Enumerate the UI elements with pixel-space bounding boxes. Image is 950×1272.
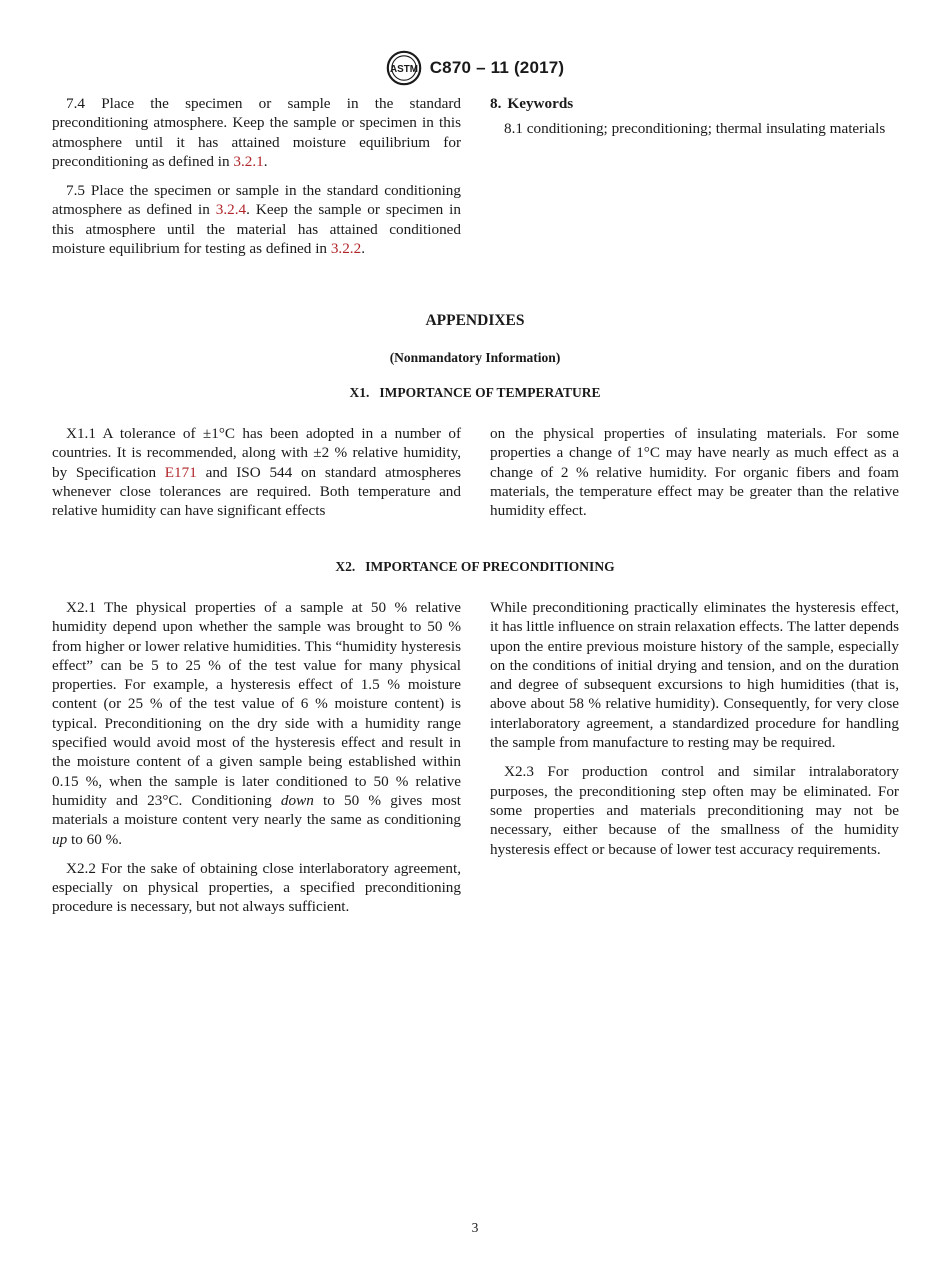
section-8-column <box>490 94 899 139</box>
standard-designation: C870 – 11 (2017) <box>429 58 565 77</box>
paragraph-8-1: 8.1 conditioning; preconditioning; thermal insulating materials <box>504 120 886 138</box>
logo-text: ASTM <box>389 64 418 76</box>
paragraph-7-5: 7.5 Place the specimen or sample in the standard conditioning atmosphere as defined in 3.2.4. Keep the sample or specimen in this atmosphere until the material has attained conditioned moisture equilibrium for testing as defined in 3.2.2. <box>52 182 461 258</box>
paragraph-x2-2-continued: While preconditioning practically eliminates the hysteresis effect, it has little influence on strain relaxation effects. The latter depends upon the entire previous moisture history of the sample, especially on the conditions of initial drying and tension, and on the duration and degree of subsequent excursions to high humidities (that is, above about 58 % relative humidity). Consequently, for very close interlaboratory agreement, a standardized procedure for handling the sample from manufacture to resting may be required. <box>490 599 899 752</box>
section-7-column <box>52 94 461 258</box>
paragraph-x1-1-continued: on the physical properties of insulating materials. For some properties a change of 1°C may have nearly as much effect as a change of 2 % relative humidity. For organic fibers and foam materials, the temperature effect may be greater than the relative humidity effect. <box>490 425 899 520</box>
ref-e171-link[interactable]: E171 <box>164 463 197 481</box>
paragraph-x2-1: X2.1 The physical properties of a sample at 50 % relative humidity depend upon whether the sample was brought to 50 % from higher or lower relative humidities. This “humidity hysteresis effect” can be 5 to 25 % of the test value for many physical properties. For example, a hysteresis effect of 1.5 % moisture content (or 25 % of the test value of 6 % moisture content) is typical. Preconditioning on the dry side with a humidity range specified would avoid most of the hysteresis effect and result in the moisture content of a given sample being established within 0.15 %, when the sample is later conditioned to 50 % relative humidity and 23°C. Conditioning down to 50 % gives most materials a moisture content very nearly the same as conditioning up to 60 %. <box>52 599 461 848</box>
x1-right-column <box>490 424 899 520</box>
paragraph-x2-2: X2.2 For the sake of obtaining close interlaboratory agreement, especially on physical properties, a specified preconditioning procedure is necessary, but not always sufficient. <box>52 859 461 916</box>
x2-heading: X2. IMPORTANCE OF PRECONDITIONING <box>335 559 615 574</box>
ref-3-2-1-link[interactable]: 3.2.1 <box>233 152 264 170</box>
page-header <box>0 50 950 86</box>
x1-heading: X1. IMPORTANCE OF TEMPERATURE <box>349 385 601 400</box>
nonmandatory-subtitle: (Nonmandatory Information) <box>389 350 561 365</box>
section-8-heading: 8. Keywords <box>490 95 574 112</box>
paragraph-x1-1: X1.1 A tolerance of ±1°C has been adopted in a number of countries. It is recommended, along with ±2 % relative humidity, by Specification E171 and ISO 544 on standard atmospheres whenever close tolerances are required. Both temperature and relative humidity can have significant effects <box>52 425 461 520</box>
ref-3-2-4-link[interactable]: 3.2.4 <box>215 201 247 219</box>
ref-3-2-2-link[interactable]: 3.2.2 <box>330 240 362 258</box>
paragraph-x2-3: X2.3 For production control and similar intralaboratory purposes, the preconditioning step often may be eliminated. For some properties and materials preconditioning may not be necessary, either because of the smallness of the humidity hysteresis effect or because of lower test accuracy requirements. <box>490 763 899 858</box>
astm-logo-icon <box>386 50 422 86</box>
x2-left-column <box>52 598 461 917</box>
paragraph-7-4: 7.4 Place the specimen or sample in the standard preconditioning atmosphere. Keep the sample or specimen in this atmosphere until it has attained moisture equilibrium for preconditioning as defined in 3.2.1. <box>52 95 461 170</box>
page-number: 3 <box>471 1220 479 1235</box>
x2-right-column <box>490 598 899 859</box>
x1-left-column <box>52 424 461 520</box>
appendixes-title: APPENDIXES <box>425 312 525 329</box>
